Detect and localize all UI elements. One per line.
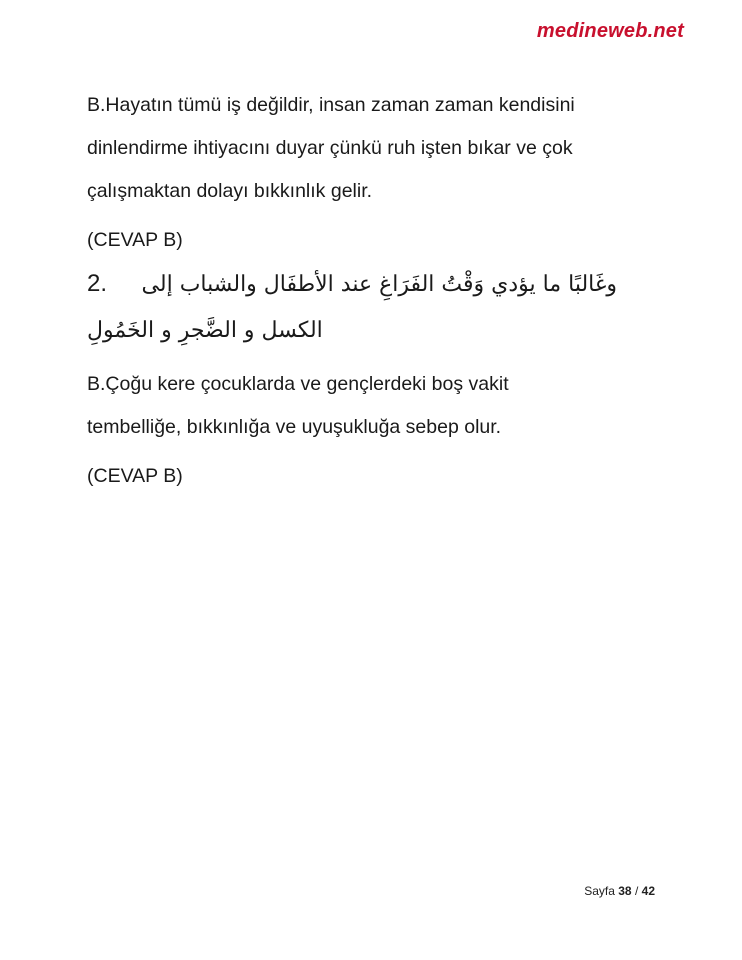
site-brand-link[interactable]: medineweb.net — [536, 20, 684, 42]
arabic-text-line-1: وغَالبًا ما يؤدي وَقْتُ الفَرَاغِ عند الأطفَال والشباب إلى — [141, 272, 617, 297]
answer2-line-2: tembelliğe, bıkkınlığa ve uyuşukluğa sebep olur. — [87, 416, 502, 438]
answer-line-1: B.Hayatın tümü iş değildir, insan zaman zaman kendisini — [87, 94, 575, 116]
cevap-label-2: (CEVAP B) — [87, 465, 183, 487]
answer-line-2: dinlendirme ihtiyacını duyar çünkü ruh işten bıkar ve çok — [87, 137, 573, 159]
arabic-text-line-2: الكسل و الضَّجرِ و الخَمُولِ — [87, 318, 323, 343]
current-page: 38 — [618, 884, 632, 898]
document-body — [87, 84, 677, 489]
answer2-line-1: B.Çoğu kere çocuklarda ve gençlerdeki boş vakit — [87, 373, 509, 395]
total-pages: 42 — [641, 884, 655, 898]
page-label: Sayfa — [584, 884, 615, 898]
answer-line-3: çalışmaktan dolayı bıkkınlık gelir. — [87, 180, 373, 202]
question-number: 2. — [87, 270, 108, 297]
question-2-line-1 — [87, 265, 617, 309]
page-separator: / — [634, 884, 639, 898]
cevap-label-1: (CEVAP B) — [87, 229, 183, 251]
page-number — [584, 884, 655, 898]
